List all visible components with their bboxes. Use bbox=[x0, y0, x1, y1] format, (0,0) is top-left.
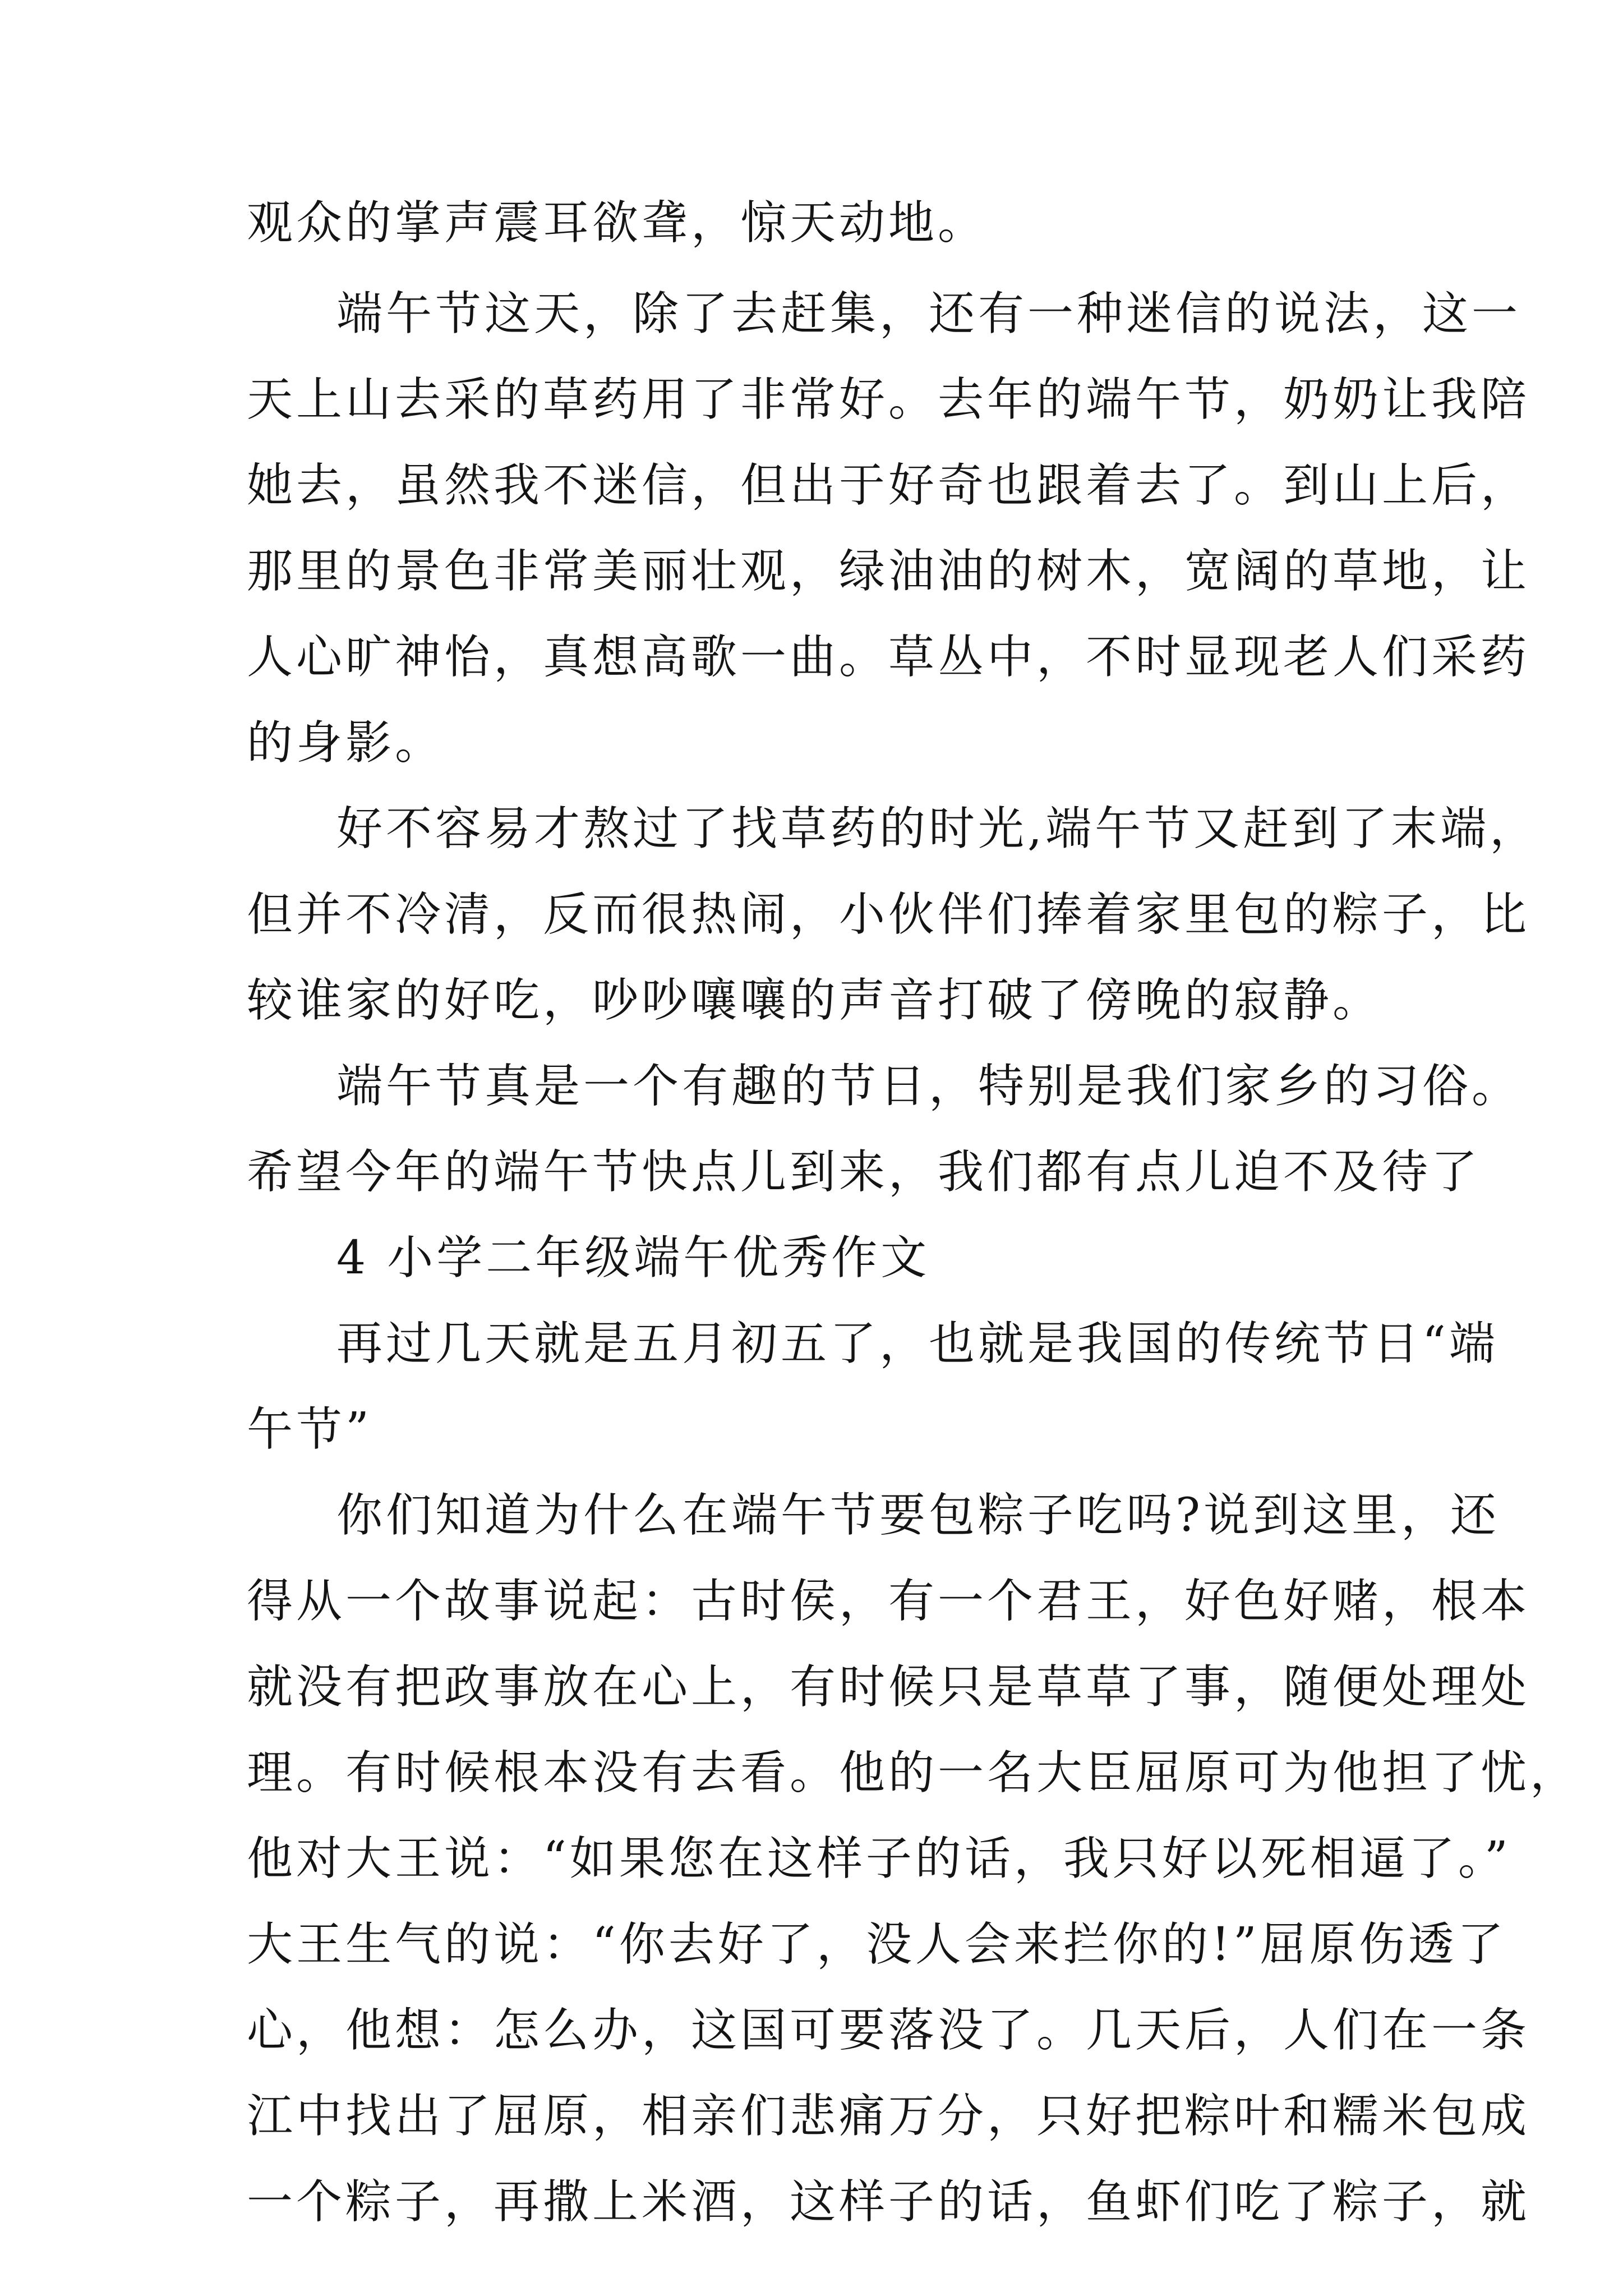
text-line: 心，他想：怎么办，这国可要落没了。几天后，人们在一条 bbox=[247, 2004, 1530, 2057]
text-line: 人心旷神怡，真想高歌一曲。草丛中，不时显现老人们采药 bbox=[247, 631, 1530, 684]
text-line: 希望今年的端午节快点儿到来，我们都有点儿迫不及待了 bbox=[247, 1145, 1481, 1199]
text-line: 午节” bbox=[247, 1403, 372, 1456]
text-line: 就没有把政事放在心上，有时候只是草草了事，随便处理处 bbox=[247, 1660, 1530, 1714]
text-line: 天上山去采的草药用了非常好。去年的端午节，奶奶让我陪 bbox=[247, 373, 1530, 426]
text-line: 她去，虽然我不迷信，但出于好奇也跟着去了。到山上后， bbox=[247, 459, 1530, 512]
text-line: 一个粽子，再撒上米酒，这样子的话，鱼虾们吃了粽子，就 bbox=[247, 2175, 1530, 2229]
paragraph-start: 再过几天就是五月初五了，也就是我国的传统节日“端 bbox=[336, 1317, 1498, 1370]
text-line: 观众的掌声震耳欲聋，惊天动地。 bbox=[247, 196, 988, 250]
paragraph-start: 端午节这天，除了去赶集，还有一种迷信的说法，这一 bbox=[336, 287, 1521, 341]
text-line: 较谁家的好吃，吵吵嚷嚷的声音打破了傍晚的寂静。 bbox=[247, 974, 1382, 1027]
paragraph-start: 好不容易才熬过了找草药的时光,端午节又赶到了末端， bbox=[336, 802, 1539, 855]
text-line: 但并不冷清，反而很热闹，小伙伴们捧着家里包的粽子，比 bbox=[247, 888, 1530, 941]
text-line: 江中找出了屈原，相亲们悲痛万分，只好把粽叶和糯米包成 bbox=[247, 2090, 1530, 2143]
section-heading: 4 小学二年级端午优秀作文 bbox=[336, 1231, 930, 1285]
text-line: 的身影。 bbox=[247, 716, 445, 770]
text-line: 得从一个故事说起：古时侯，有一个君王，好色好赌，根本 bbox=[247, 1575, 1530, 1628]
paragraph-start: 端午节真是一个有趣的节日，特别是我们家乡的习俗。 bbox=[336, 1060, 1521, 1113]
text-line: 理。有时候根本没有去看。他的一名大臣屈原可为他担了忧， bbox=[247, 1746, 1580, 1800]
paragraph-start: 你们知道为什么在端午节要包粽子吃吗?说到这里，还 bbox=[336, 1489, 1500, 1542]
text-line: 那里的景色非常美丽壮观，绿油油的树木，宽阔的草地，让 bbox=[247, 545, 1530, 598]
text-line: 他对大王说：“如果您在这样子的话，我只好以死相逼了。” bbox=[247, 1832, 1511, 1885]
text-line: 大王生气的说：“你去好了，没人会来拦你的!”屈原伤透了 bbox=[247, 1918, 1507, 1971]
